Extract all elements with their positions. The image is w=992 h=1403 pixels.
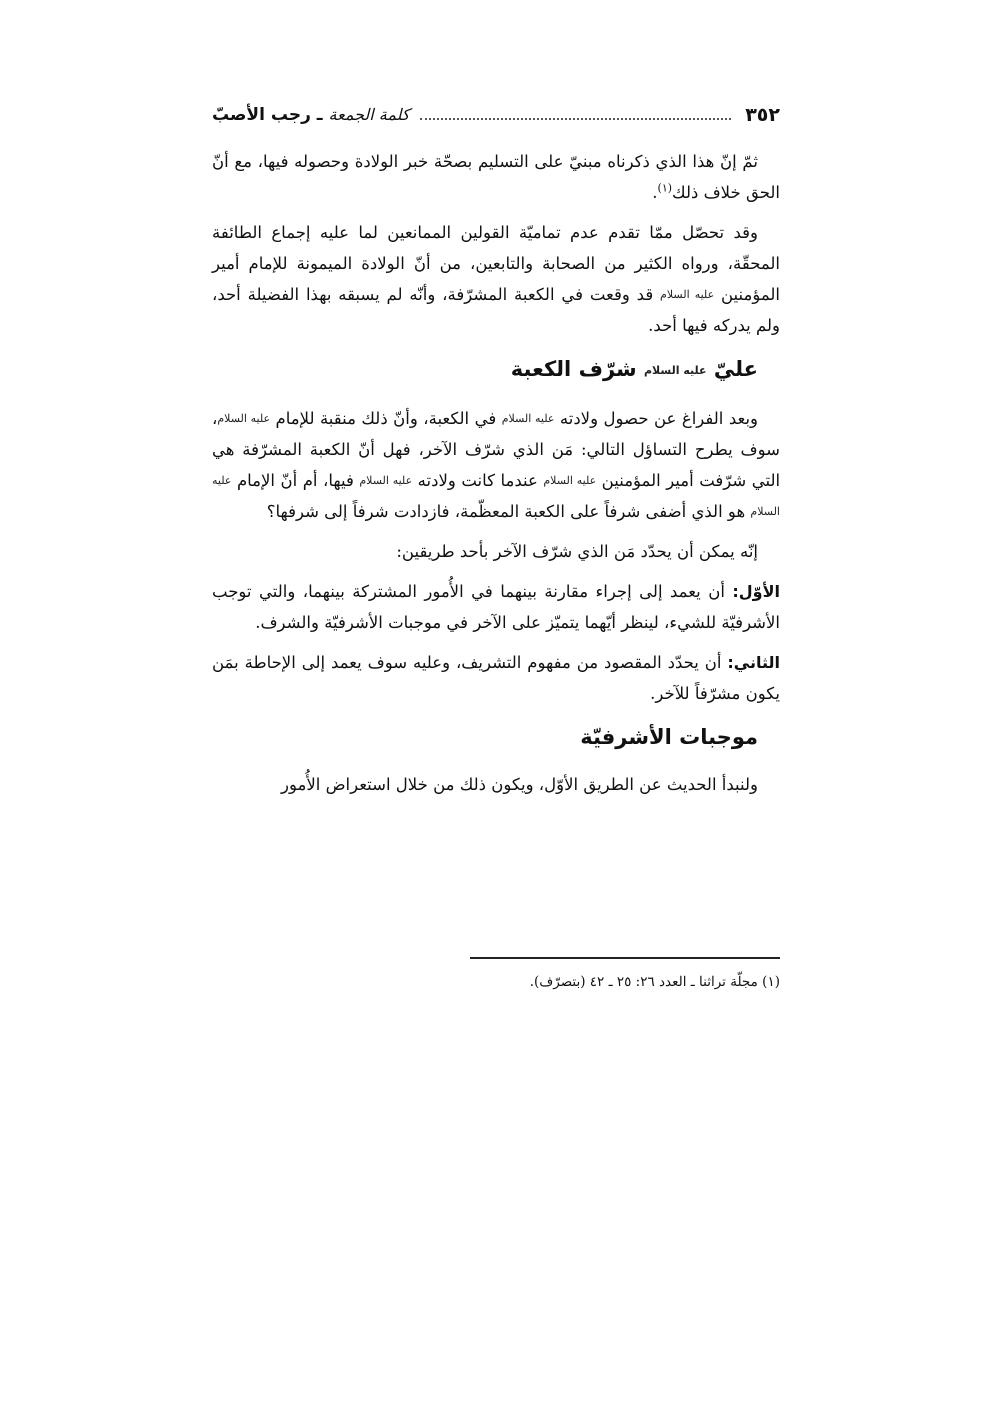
section-heading-2: موجبات الأشرفيّة — [580, 725, 758, 749]
paragraph-2-text-a: وقد تحصّل ممّا تقدم عدم تماميّة القولين الممانعين لما عليه إجماع الطائفة المحقّة، ورواه الكثير من الصحابة والتابعين، من أنّ الولادة الميمونة للإمام أمير المؤمنين — [212, 223, 780, 304]
paragraph-1-end: . — [652, 183, 658, 202]
honorific-glyph: عليه السلام — [644, 364, 707, 377]
paragraph-3-text-c: ، سوف يطرح التساؤل التالي: مَن الذي شرّف الآخر، فهل أنّ الكعبة المشرّفة هي التي شرّفت أمير المؤمنين — [212, 409, 781, 490]
honorific-glyph: عليه السلام — [543, 474, 597, 487]
paragraph-5: ولنبدأ الحديث عن الطريق الأوّل، ويكون ذلك من خلال استعراض الأُمور — [281, 775, 758, 794]
honorific-glyph: عليه السلام — [212, 474, 780, 518]
page-header — [212, 98, 780, 132]
paragraph-4: إنّه يمكن أن يحدّد مَن الذي شرّف الآخر بأحد طريقين: — [396, 542, 758, 561]
book-page — [212, 98, 780, 1038]
paragraph-3 — [212, 403, 780, 527]
honorific-glyph: عليه السلام — [217, 412, 271, 425]
page-number: ٣٥٢ — [745, 104, 780, 126]
paragraph-3-text-d: عندما كانت ولادته — [417, 471, 538, 490]
paragraph-3-text-e: فيها، أم أنّ الإمام — [236, 471, 354, 490]
section-heading-1-a: عليّ — [713, 357, 758, 381]
running-title — [212, 105, 414, 125]
paragraph-3-text-b: في الكعبة، وأنّ ذلك منقبة للإمام — [275, 409, 497, 428]
first-way-paragraph — [212, 576, 780, 638]
footnote-reference: (١) — [657, 181, 673, 195]
running-title-calligraphy: كلمة الجمعة — [328, 105, 410, 124]
section-heading-1-b: شرّف الكعبة — [510, 357, 637, 381]
paragraph-3-text-f: هو الذي أضفى شرفاً على الكعبة المعظّمة، فازدادت شرفاً إلى شرفها؟ — [266, 502, 746, 521]
paragraph-1-text: ثمّ إنّ هذا الذي ذكرناه مبنيّ على التسليم بصحّة خبر الولادة وحصوله فيها، مع أنّ الحق خلاف ذلك — [212, 152, 780, 202]
second-way-text: أن يحدّد المقصود من مفهوم التشريف، وعليه سوف يعمد إلى الإحاطة بمَن يكون مشرّفاً للآخر. — [212, 653, 780, 703]
first-way-label: الأوّل: — [732, 582, 780, 601]
paragraph-2 — [212, 217, 780, 341]
footnote: (١) مجلّة تراثنا ـ العدد ٢٦: ٢٥ ـ ٤٢ (بتصرّف). — [529, 974, 780, 990]
honorific-glyph: عليه السلام — [501, 412, 555, 425]
second-way-label: الثاني: — [727, 653, 780, 672]
section-heading-1 — [212, 353, 758, 387]
body-text — [212, 146, 780, 800]
second-way-paragraph — [212, 647, 780, 709]
paragraph-2-text-b: قد وقعت في الكعبة المشرّفة، وأنّه لم يسبقه بهذا الفضيلة أحد، ولم يدركه فيها أحد. — [212, 285, 780, 335]
dotted-leader — [420, 118, 732, 120]
first-way-text: أن يعمد إلى إجراء مقارنة بينهما في الأُمور المشتركة بينهما، والتي توجب الأشرفيّة للشيء، لينظر أيّهما يتميّز على الآخر في موجبات الأشرفيّة والشرف. — [212, 582, 780, 632]
honorific-glyph: عليه السلام — [359, 474, 413, 487]
footnote-divider — [470, 957, 780, 959]
running-title-suffix: ـ رجب الأصبّ — [212, 105, 323, 125]
honorific-glyph: عليه السلام — [660, 288, 715, 301]
paragraph-1 — [212, 146, 780, 208]
paragraph-3-text-a: وبعد الفراغ عن حصول ولادته — [559, 409, 759, 428]
